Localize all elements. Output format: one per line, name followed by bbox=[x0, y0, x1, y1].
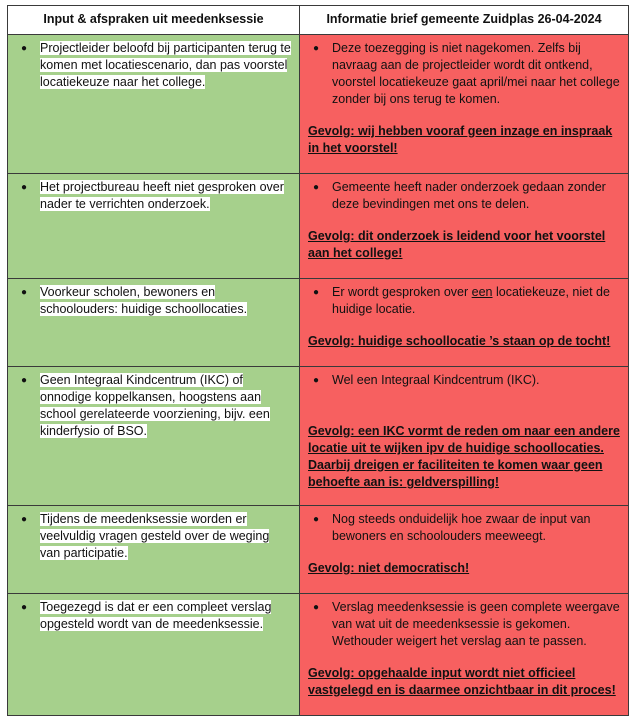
informatie-text: Er wordt gesproken over een locatiekeuze, niet de huidige locatie. bbox=[332, 285, 610, 316]
informatie-text: Gemeente heeft nader onderzoek gedaan zonder deze bevindingen met ons te delen. bbox=[332, 180, 606, 211]
bullet-icon: ● bbox=[21, 514, 28, 525]
table-row bbox=[8, 35, 629, 174]
bullet-icon: ● bbox=[313, 602, 320, 613]
table-row bbox=[8, 506, 629, 594]
input-cell bbox=[8, 279, 300, 367]
underlined-word: een bbox=[471, 285, 493, 299]
input-text: Voorkeur scholen, bewoners en schoolouders: huidige schoollocaties. bbox=[40, 285, 248, 316]
input-text: Projectleider beloofd bij participanten terug te komen met locatiescenario, dan pas voorstel locatiekeuze naar het college. bbox=[40, 41, 291, 89]
bullet-icon: ● bbox=[313, 43, 320, 54]
bullet-icon: ● bbox=[313, 375, 320, 386]
input-cell bbox=[8, 367, 300, 506]
gevolg-text: Gevolg: wij hebben vooraf geen inzage en inspraak in het voorstel! bbox=[308, 124, 613, 155]
input-cell bbox=[8, 35, 300, 174]
header-row bbox=[8, 6, 629, 35]
gevolg-text: Gevolg: opgehaalde input wordt niet officieel vastgelegd en is daarmee onzichtbaar in dit proces! bbox=[308, 666, 616, 697]
gevolg-text: Gevolg: niet democratisch! bbox=[308, 561, 470, 575]
gevolg-text: Gevolg: huidige schoollocatie ’s staan op de tocht! bbox=[308, 334, 611, 348]
bullet-icon: ● bbox=[21, 602, 28, 613]
table-row bbox=[8, 174, 629, 279]
bullet-icon: ● bbox=[313, 182, 320, 193]
informatie-cell bbox=[300, 594, 629, 716]
table-row bbox=[8, 594, 629, 716]
informatie-cell bbox=[300, 174, 629, 279]
input-cell bbox=[8, 174, 300, 279]
bullet-icon: ● bbox=[313, 514, 320, 525]
table-row bbox=[8, 367, 629, 506]
informatie-cell bbox=[300, 35, 629, 174]
gevolg-text: Gevolg: een IKC vormt de reden om naar een andere locatie uit te wijken ipv de huidige schoollocaties. Daarbij dreigen er faciliteiten te komen waar geen behoefte aan is: geldverspilling! bbox=[308, 424, 620, 489]
bullet-icon: ● bbox=[313, 287, 320, 298]
table-row bbox=[8, 279, 629, 367]
input-text: Toegezegd is dat er een compleet verslag opgesteld wordt van de meedenksessie. bbox=[40, 600, 272, 631]
informatie-text: Wel een Integraal Kindcentrum (IKC). bbox=[332, 373, 540, 387]
informatie-text: Nog steeds onduidelijk hoe zwaar de input van bewoners en schoolouders meeweegt. bbox=[332, 512, 591, 543]
gevolg-text: Gevolg: dit onderzoek is leidend voor het voorstel aan het college! bbox=[308, 229, 606, 260]
bullet-icon: ● bbox=[21, 43, 28, 54]
informatie-text: Verslag meedenksessie is geen complete weergave van wat uit de meedenksessie is gekomen. Wethouder weigert het verslag aan te passen. bbox=[332, 600, 620, 648]
informatie-cell bbox=[300, 279, 629, 367]
bullet-icon: ● bbox=[21, 182, 28, 193]
bullet-icon: ● bbox=[21, 287, 28, 298]
input-text: Geen Integraal Kindcentrum (IKC) of onnodige koppelkansen, hoogstens aan school gerelateerde voorziening, bijv. een kinderfysio of BSO. bbox=[40, 373, 270, 438]
bullet-icon: ● bbox=[21, 375, 28, 386]
input-text: Tijdens de meedenksessie worden er veelvuldig vragen gesteld over de weging van participatie. bbox=[40, 512, 270, 560]
header-input-afspraken: Input & afspraken uit meedenksessie bbox=[8, 6, 300, 35]
input-cell bbox=[8, 506, 300, 594]
comparison-table bbox=[7, 5, 629, 716]
informatie-cell bbox=[300, 367, 629, 506]
informatie-cell bbox=[300, 506, 629, 594]
informatie-text: Deze toezegging is niet nagekomen. Zelfs bij navraag aan de projectleider wordt dit ontkend, voorstel locatiekeuze gaat april/mei naar het college zonder bij ons terug te komen. bbox=[332, 41, 620, 106]
input-text: Het projectbureau heeft niet gesproken over nader te verrichten onderzoek. bbox=[40, 180, 284, 211]
header-informatie-brief: Informatie brief gemeente Zuidplas 26-04-2024 bbox=[300, 6, 629, 35]
input-cell bbox=[8, 594, 300, 716]
